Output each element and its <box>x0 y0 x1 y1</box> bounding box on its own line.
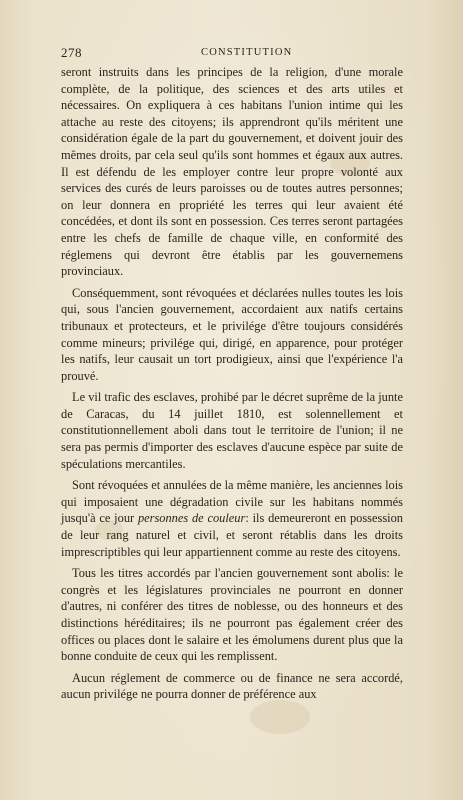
page-header <box>61 45 403 63</box>
paragraph-text: Sont révoquées et annulées de la même manière, les anciennes lois qui imposaient une dégradation civile sur les habitans nommés jusqu'à ce jour <box>61 478 403 526</box>
paragraph: Le vil trafic des esclaves, prohibé par le décret suprême de la junte de Caracas, du 14 juillet 1810, est solennellement et constitutionnellement aboli dans tout le territoire de l'union; il ne sera pas permis d'importer des esclaves d'aucune espèce par suite de spéculations mercantiles. <box>61 390 403 471</box>
paragraph-text: : ils demeureront en possession de leur rang naturel et civil, et seront rétablis dans les droits imprescriptibles qui leur appartiennent comme au reste des citoyens. <box>61 511 403 559</box>
paragraph: seront instruits dans les principes de la religion, d'une morale complète, de la politique, des sciences et des arts utiles et nécessaires. On expliquera à ces habitans l'union intime qui les attache au reste des citoyens; ils apprendront qu'ils méritent une considération égale de la part du gouvernement, et doivent jouir des mêmes droits, par cela seul qu'ils sont hommes et égaux aux autres. Il est défendu de les employer contre leur propre volonté aux services des curés de leurs paroisses ou de toutes autres personnes; on leur donnera en propriété les terres qui leur avaient été concédées, et dont ils sont en possession. Ces terres seront partagées entre les chefs de famille de chaque ville, en conformité des réglemens qui devront être établis par les gouvernemens provinciaux. <box>61 65 403 279</box>
paragraph <box>61 477 403 560</box>
page-number: 278 <box>61 45 82 60</box>
running-head: CONSTITUTION <box>201 47 293 58</box>
body-text <box>61 64 403 708</box>
italic-term: personnes de couleur <box>137 511 246 526</box>
paragraph: Conséquemment, sont révoquées et déclarées nulles toutes les lois qui, sous l'ancien gouvernement, accordaient aux natifs certains tribunaux et protecteurs, et le privilége d'être toujours considérés comme mineurs; privilége qui, dirigé, en apparence, pour protéger les natifs, leur causait un tort prodigieux, ainsi que l'expérience l'a prouvé. <box>61 285 403 383</box>
paragraph: Tous les titres accordés par l'ancien gouvernement sont abolis: le congrès et les législatures provinciales ne pourront en donner d'autres, ni conférer des titres de noblesse, ou des honneurs et des distinctions héréditaires; ils ne pourront pas également créer des offices ou places dont le salaire et les émolumens durent plus que la bonne conduite de ceux qui les remplissent. <box>61 566 403 664</box>
paragraph: Aucun réglement de commerce ou de finance ne sera accordé, aucun privilége ne pourra donner de préférence aux <box>61 670 403 702</box>
